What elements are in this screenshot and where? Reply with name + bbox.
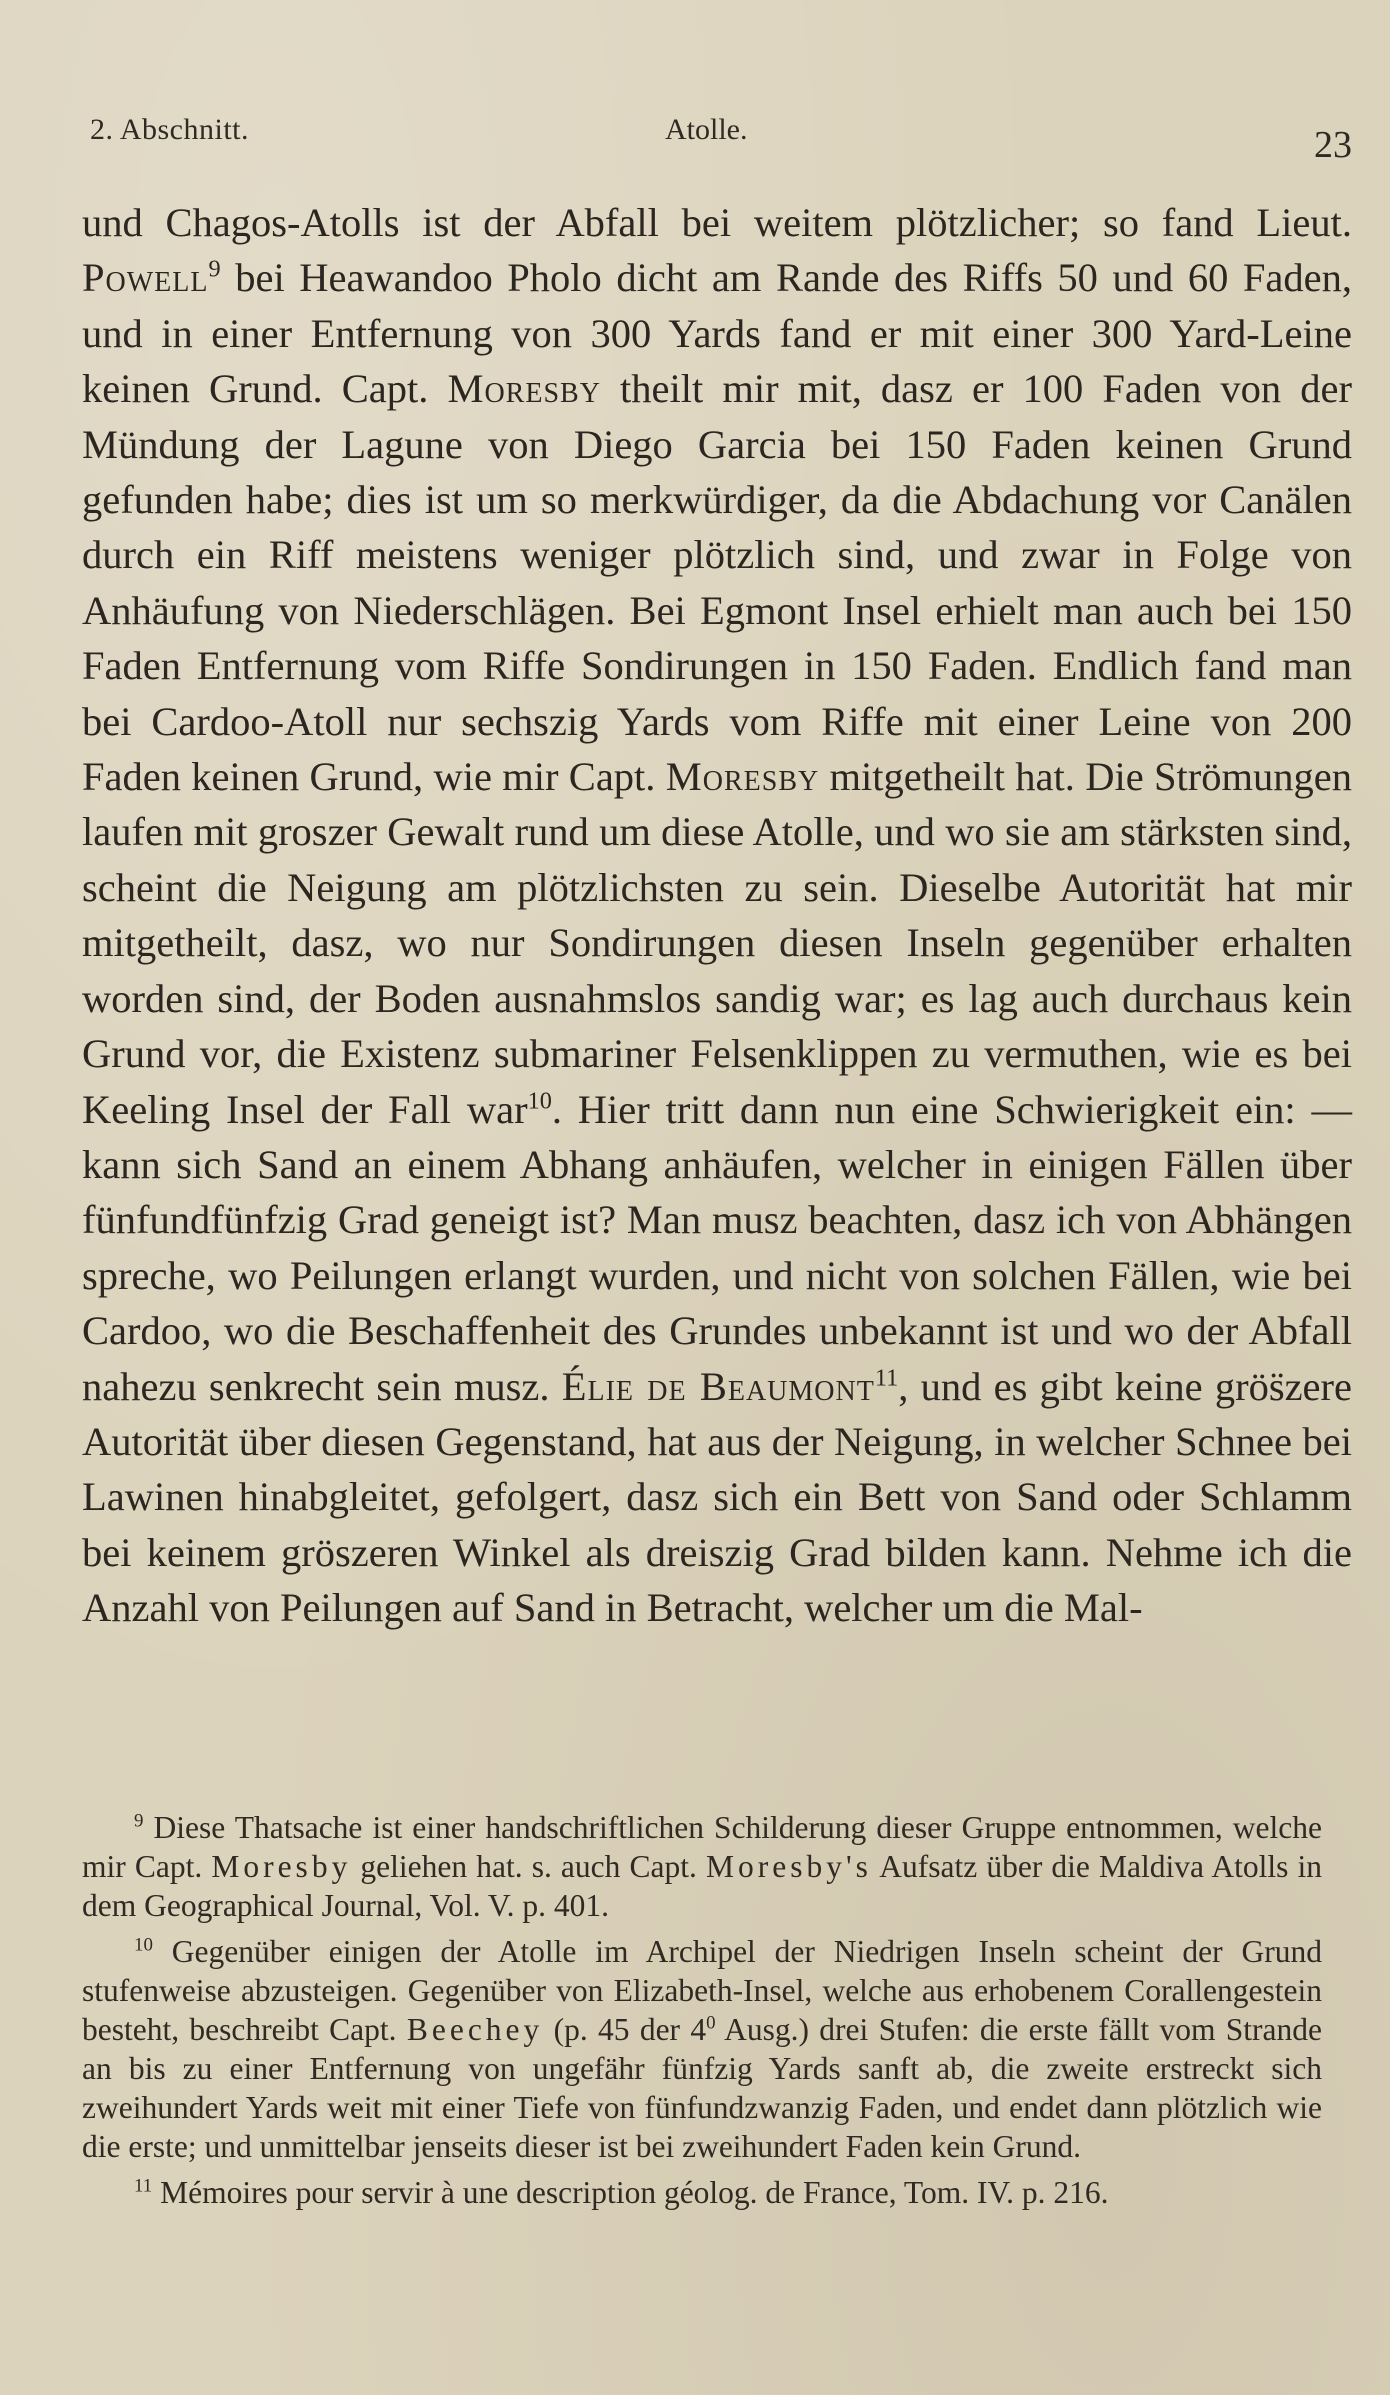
footnote-10	[82, 1932, 1322, 2166]
footnote-ref-9[interactable]: 9	[208, 255, 221, 283]
footnote-text: Gegenüber einigen der Atolle im Archipel der Niedrigen Inseln scheint der Grund stufenweise abzusteigen. Gegenüber von Elizabeth-Insel, welche aus erhobenem Corallengestein besteht, beschreibt Capt.	[82, 1934, 1322, 2047]
footnote-text: Aufsatz über die Maldiva Atolls in dem Geographical Journal, Vol. V. p. 401.	[82, 1849, 1322, 1923]
author-name-moresby: Moresby	[665, 754, 820, 800]
chapter-title: Atolle.	[665, 113, 748, 146]
footnote-text: Diese Thatsache ist einer handschriftlichen Schilderung dieser Gruppe entnommen, welche mir Capt.	[82, 1810, 1322, 1884]
author-name-elie-de-beaumont: Élie de Beaumont	[561, 1363, 875, 1409]
footnote-ref-10[interactable]: 10	[527, 1086, 552, 1114]
footnote-author: Moresby	[211, 1849, 352, 1884]
text-segment: , und es gibt keine grös̈zere Autorität über diesen Gegenstand, hat aus der Neigung, in welcher Schnee bei Lawinen hinabgleitet, gefolgert, dasz sich ein Bett von Sand oder Schlamm bei keinem gröszeren Winkel als dreiszig Grad bilden kann. Nehme ich die Anzahl von Peilungen auf Sand in Betracht, welcher um die Mal-	[82, 1363, 1352, 1631]
text-segment: . Hier tritt dann nun eine Schwierigkeit ein: — kann sich Sand an einem Abhang anhäufen, welcher in einigen Fällen über fünfundfünfzig Grad geneigt ist? Man musz beachten, dasz ich von Abhängen spreche, wo Peilungen erlangt wurden, und nicht von solchen Fällen, wie bei Cardoo, wo die Beschaffenheit des Grundes unbekannt ist und wo der Abfall nahezu senkrecht sein musz.	[82, 1086, 1352, 1409]
footnotes	[82, 1808, 1322, 2212]
page-number: 23	[1314, 124, 1352, 166]
footnote-number: 10	[134, 1934, 153, 1956]
text-segment: theilt mir mit, dasz er 100 Faden von der Mündung der Lagune von Diego Garcia bei 150 Faden keinen Grund gefunden habe; dies ist um so merkwürdiger, da die Abdachung vor Canälen durch ein Riff meistens weniger plötzlich sind, und zwar in Folge von Anhäufung von Niederschlägen. Bei Egmont Insel erhielt man auch bei 150 Faden Entfernung vom Riffe Sondirungen in 150 Faden. Endlich fand man bei Cardoo-Atoll nur sechszig Yards vom Riffe mit einer Leine von 200 Faden keinen Grund, wie mir Capt.	[82, 366, 1352, 800]
section-heading: 2. Abschnitt.	[90, 113, 250, 146]
footnote-number: 11	[134, 2175, 153, 2197]
text-segment: und Chagos-Atolls ist der Abfall bei weitem plötzlicher; so fand Lieut.	[82, 200, 1352, 245]
footnote-number: 9	[134, 1810, 144, 1832]
text-segment: bei Heawandoo Pholo dicht am Rande des Riffs 50 und 60 Faden, und in einer Entfernung von 300 Yards fand er mit einer 300 Yard-Leine keinen Grund. Capt.	[82, 255, 1352, 412]
footnote-text: Ausg.) drei Stufen: die erste fällt vom Strande an bis zu einer Entfernung von ungefähr fünfzig Yards sanft ab, die zweite erstreckt sich zweihundert Yards weit mit einer Tiefe von fünfundzwanzig Faden, und endet dann plötzlich wie die erste; und unmittelbar jenseits dieser ist bei zweihundert Faden kein Grund.	[82, 2012, 1322, 2164]
footnote-text: geliehen hat. s. auch Capt.	[351, 1849, 706, 1884]
footnote-author: Beechey	[406, 2012, 544, 2047]
body-paragraph	[82, 195, 1352, 1636]
running-header	[90, 113, 1352, 166]
main-text	[82, 195, 1352, 1636]
footnote-text: Mémoires pour servir à une description géolog. de France, Tom. IV. p. 216.	[152, 2175, 1109, 2210]
author-name-moresby: Moresby	[447, 366, 601, 412]
footnote-author: Moresby's	[705, 1849, 872, 1884]
author-name-powell: Powell	[82, 255, 209, 301]
footnote-11	[82, 2173, 1322, 2212]
footnote-superscript: 0	[706, 2012, 716, 2034]
text-segment: mitgetheilt hat. Die Strömungen laufen mit groszer Gewalt rund um diese Atolle, und wo sie am stärksten sind, scheint die Neigung am plötzlichsten zu sein. Dieselbe Autorität hat mir mitgetheilt, dasz, wo nur Sondirungen diesen Inseln gegenüber erhalten worden sind, der Boden ausnahmslos sandig war; es lag auch durchaus kein Grund vor, die Existenz submariner Felsenklippen zu vermuthen, wie es bei Keeling Insel der Fall war	[82, 754, 1352, 1132]
footnote-9	[82, 1808, 1322, 1925]
footnote-ref-11[interactable]: 11	[874, 1363, 899, 1391]
footnote-text: (p. 45 der 4	[543, 2012, 707, 2047]
